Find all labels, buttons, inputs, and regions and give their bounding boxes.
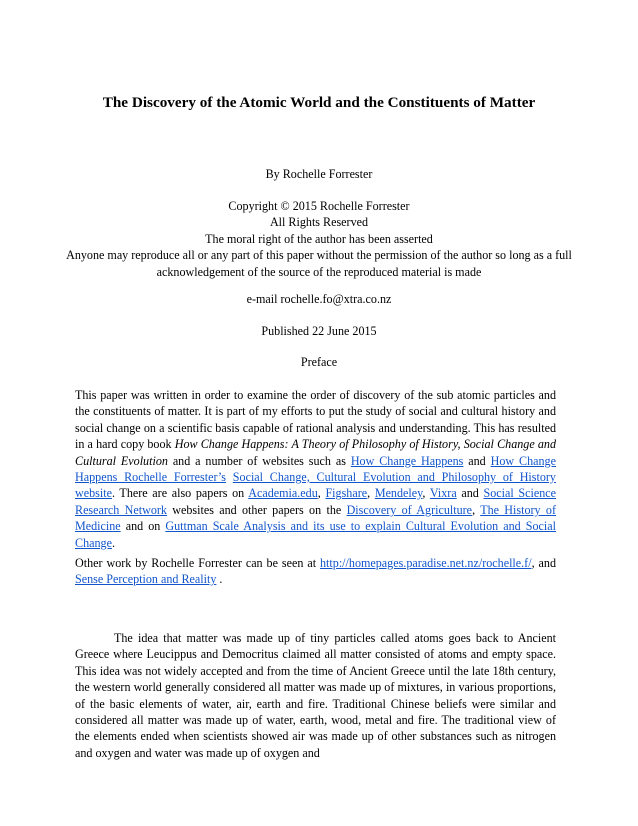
preface-text: , [422, 486, 430, 501]
body-paragraph: The idea that matter was made up of tiny particles called atoms goes back to Ancient Greece where Leucippus and Democritus claimed all matter consisted of atoms and empty space. This idea was not widely accepted and from the time of Ancient Greece until the late 18th century, the western world generally considered all matter was made up of mixtures, in various proportions, of the basic elements of water, air, earth and fire. Traditional Chinese beliefs were similar and considered all matter was made up of water, earth, wood, metal and fire. The traditional view of the elements ended when scientists showed air was made up of other substances such as nitrogen and oxygen and water was made up of oxygen and [75, 631, 556, 760]
preface-text: This paper was written in order to examine the order of discovery of the sub atomic particles and the constituents of matter. It is part of my efforts to put the study of social and cultural history and social change on a scientific basis capable of rational analysis and understanding. This has resulted in a hard copy book [75, 388, 556, 452]
author-byline: By Rochelle Forrester [265, 167, 373, 181]
paper-title: The Discovery of the Atomic World and the Constituents of Matter [102, 94, 536, 111]
preface-heading: Preface [300, 355, 338, 369]
preface-text: . There are also papers on [111, 486, 249, 501]
acknowledgement-line: acknowledgement of the source of the reproduced material is made [156, 264, 482, 279]
link-how-change-happens-rochelle[interactable]: How Change Happens Rochelle Forrester’s [75, 453, 556, 485]
link-guttman-scale[interactable]: Guttman Scale Analysis and its use to explain Cultural Evolution and Social Change [75, 519, 556, 550]
book-title: How Change Happens: A Theory of Philosophy of History, Social Change and Cultural Evolution [75, 437, 556, 468]
moral-right-line: The moral right of the author has been asserted [205, 231, 433, 246]
copyright-block [60, 198, 578, 280]
other-work-text: . [216, 572, 223, 587]
published-date: Published 22 June 2015 [261, 324, 377, 338]
link-ssrn[interactable]: Social Science Research Network [75, 486, 557, 517]
link-homepage[interactable]: http://homepages.paradise.net.nz/rochelle.f/ [320, 556, 532, 570]
link-mendeley[interactable]: Mendeley [374, 486, 423, 501]
preface-text: , [472, 502, 481, 517]
author-email: e-mail rochelle.fo@xtra.co.nz [246, 292, 392, 306]
preface-text: and a number of websites such as [167, 453, 351, 468]
rights-line: All Rights Reserved [269, 215, 369, 230]
link-vixra[interactable]: Vixra [429, 486, 457, 501]
link-sense-perception[interactable]: Sense Perception and Reality [75, 572, 217, 587]
link-social-change-website[interactable]: Social Change, Cultural Evolution and Philosophy of History website [75, 470, 556, 501]
other-work-text: Other work by Rochelle Forrester can be seen at [75, 556, 320, 570]
link-history-of-medicine[interactable]: The History of Medicine [75, 502, 556, 534]
preface-text: , [317, 486, 326, 501]
preface-paragraph [75, 387, 556, 551]
reproduction-line: Anyone may reproduce all or any part of this paper without the permission of the author so long as a full [66, 248, 572, 263]
copyright-line: Copyright © 2015 Rochelle Forrester [228, 199, 410, 213]
preface-text: and [456, 486, 484, 501]
link-figshare[interactable]: Figshare [325, 486, 368, 501]
preface-text: websites and other papers on the [166, 502, 347, 517]
other-work-paragraph [75, 555, 556, 588]
preface-text: and on [120, 519, 166, 534]
link-discovery-of-agriculture[interactable]: Discovery of Agriculture [346, 502, 473, 517]
preface-text [226, 470, 233, 484]
preface-text: , [367, 486, 375, 501]
preface-text: and [463, 453, 491, 468]
other-work-text: , and [531, 556, 557, 570]
preface-text: . [111, 535, 115, 550]
link-academia[interactable]: Academia.edu [248, 486, 318, 501]
link-how-change-happens[interactable]: How Change Happens [350, 453, 464, 468]
